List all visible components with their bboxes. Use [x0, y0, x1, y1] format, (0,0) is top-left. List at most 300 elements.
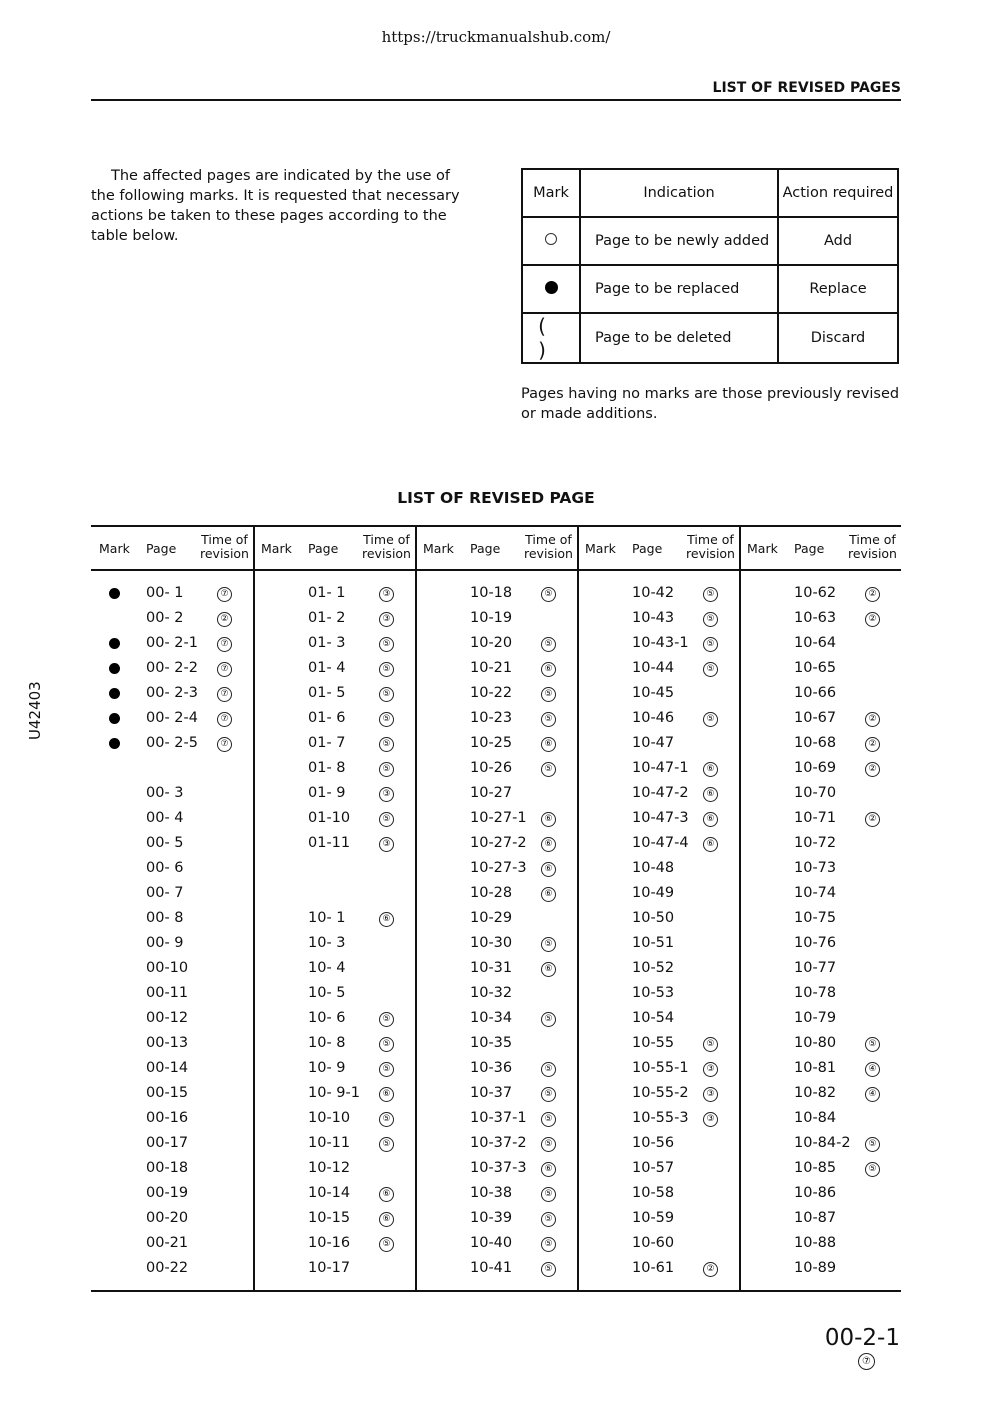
- page-cell: 10-64: [794, 635, 837, 651]
- filled-circle-mark-icon: [109, 588, 120, 599]
- revision-cell: ⑥: [541, 837, 556, 852]
- table-row: [739, 1132, 901, 1157]
- page-cell: 10-21: [470, 660, 513, 676]
- table-row: [253, 982, 415, 1007]
- page-cell: 00- 1: [146, 585, 184, 601]
- revision-cell: ⑤: [379, 687, 394, 702]
- table-row: [739, 607, 901, 632]
- mark-cell: [595, 1213, 606, 1224]
- page-cell: 10- 8: [308, 1035, 346, 1051]
- mark-cell: [757, 1188, 768, 1199]
- page-cell: 01- 6: [308, 710, 346, 726]
- table-row: [91, 757, 253, 782]
- mark-cell: [757, 1063, 768, 1074]
- page-cell: 10-47-4: [632, 835, 689, 851]
- action-cell: Replace: [778, 265, 898, 313]
- mark-cell: [433, 1238, 444, 1249]
- mark-cell: [271, 788, 282, 799]
- revision-cell: ⑥: [703, 837, 718, 852]
- mark-cell: [433, 1013, 444, 1024]
- page-cell: 10-85: [794, 1160, 837, 1176]
- table-row: [91, 1007, 253, 1032]
- page-cell: 00- 3: [146, 785, 184, 801]
- mark-cell: [271, 1238, 282, 1249]
- table-row: [253, 1107, 415, 1132]
- mark-cell: [595, 913, 606, 924]
- mark-cell: [757, 913, 768, 924]
- table-row: [577, 1107, 739, 1132]
- revision-rows: [739, 582, 901, 1282]
- revision-cell: ⑤: [865, 1037, 880, 1052]
- table-row: [415, 1082, 577, 1107]
- page-cell: 10-65: [794, 660, 837, 676]
- mark-cell: [271, 938, 282, 949]
- page-cell: 10-72: [794, 835, 837, 851]
- mark-cell: [757, 1238, 768, 1249]
- mark-cell: [271, 963, 282, 974]
- mark-cell: [757, 863, 768, 874]
- table-row: [253, 907, 415, 932]
- page-cell: 10-47-3: [632, 810, 689, 826]
- revision-cell: [217, 1162, 230, 1175]
- table-row: [253, 657, 415, 682]
- table-row: [253, 1007, 415, 1032]
- table-row: [739, 732, 901, 757]
- page-cell: 10-88: [794, 1235, 837, 1251]
- table-row: [739, 1032, 901, 1057]
- page-cell: 10-25: [470, 735, 513, 751]
- table-row: [577, 707, 739, 732]
- mark-header: Mark: [522, 169, 580, 217]
- mark-cell: [757, 788, 768, 799]
- revision-cell: ⑤: [379, 1037, 394, 1052]
- revision-cell: ③: [703, 1062, 718, 1077]
- revision-cell: ⑤: [541, 637, 556, 652]
- mark-cell: [271, 663, 282, 674]
- page-cell: 00- 2-2: [146, 660, 198, 676]
- time-header-line2: revision: [362, 546, 411, 561]
- revision-cell: [865, 987, 878, 1000]
- mark-cell: [433, 688, 444, 699]
- mark-legend-row: [522, 217, 898, 265]
- page-column-header: Page: [308, 541, 339, 556]
- page-cell: 10-23: [470, 710, 513, 726]
- mark-cell: [595, 1138, 606, 1149]
- revision-cell: [703, 1012, 716, 1025]
- mark-cell: [757, 1163, 768, 1174]
- mark-cell: [433, 613, 444, 624]
- mark-cell: [433, 1063, 444, 1074]
- mark-cell: [433, 1138, 444, 1149]
- table-row: [415, 782, 577, 807]
- revision-cell: ⑤: [541, 712, 556, 727]
- page-cell: 10-37-1: [470, 1110, 527, 1126]
- revision-cell: [865, 837, 878, 850]
- table-row: [415, 1232, 577, 1257]
- revision-cell: [703, 1237, 716, 1250]
- revision-rows: [415, 582, 577, 1282]
- page-cell: 00- 2-1: [146, 635, 198, 651]
- mark-cell: [271, 688, 282, 699]
- revision-cell: ⑤: [703, 637, 718, 652]
- revision-column-group: [253, 527, 417, 1290]
- page-cell: 01- 3: [308, 635, 346, 651]
- mark-cell: [433, 1188, 444, 1199]
- page-cell: 00- 5: [146, 835, 184, 851]
- table-row: [415, 1157, 577, 1182]
- mark-cell: [109, 1163, 120, 1174]
- revision-cell: [703, 887, 716, 900]
- page-cell: 10-45: [632, 685, 675, 701]
- table-row: [739, 982, 901, 1007]
- table-row: [739, 857, 901, 882]
- revision-cell: ⑤: [541, 1212, 556, 1227]
- table-row: [91, 782, 253, 807]
- table-row: [577, 682, 739, 707]
- page-cell: 10-43-1: [632, 635, 689, 651]
- mark-cell: [109, 988, 120, 999]
- revision-cell: ②: [865, 587, 880, 602]
- table-row: [577, 757, 739, 782]
- revision-cell: ⑤: [865, 1162, 880, 1177]
- table-row: [415, 582, 577, 607]
- mark-cell: [595, 788, 606, 799]
- mark-cell: [109, 763, 120, 774]
- revision-cell: [541, 612, 554, 625]
- mark-cell: [595, 1063, 606, 1074]
- mark-cell: [433, 813, 444, 824]
- table-row: [253, 1257, 415, 1282]
- indication-header: Indication: [580, 169, 778, 217]
- revision-cell: [217, 862, 230, 875]
- table-row: [91, 1257, 253, 1282]
- revision-cell: [703, 862, 716, 875]
- mark-cell: [109, 888, 120, 899]
- revision-cell: ③: [703, 1087, 718, 1102]
- page-cell: 10-78: [794, 985, 837, 1001]
- column-header: [577, 527, 739, 571]
- revision-cell: [217, 837, 230, 850]
- page-cell: 10-47: [632, 735, 675, 751]
- mark-cell: [271, 738, 282, 749]
- page-cell: 10-27: [470, 785, 513, 801]
- mark-cell: [109, 1013, 120, 1024]
- mark-cell: [595, 763, 606, 774]
- revision-cell: [217, 1187, 230, 1200]
- page-cell: 00-11: [146, 985, 189, 1001]
- revision-cell: ⑤: [541, 762, 556, 777]
- revision-cell: [379, 1262, 392, 1275]
- page-cell: 10-86: [794, 1185, 837, 1201]
- page-cell: 10-15: [308, 1210, 351, 1226]
- page-cell: 10-50: [632, 910, 675, 926]
- mark-cell: [757, 663, 768, 674]
- source-url[interactable]: https://truckmanualshub.com/: [381, 28, 611, 46]
- revision-cell: ⑤: [379, 1137, 394, 1152]
- table-row: [415, 607, 577, 632]
- table-row: [91, 932, 253, 957]
- mark-cell: [271, 1113, 282, 1124]
- page-cell: 10-27-2: [470, 835, 527, 851]
- table-row: [415, 1032, 577, 1057]
- mark-cell: [433, 1263, 444, 1274]
- page-cell: 10-63: [794, 610, 837, 626]
- table-row: [415, 1107, 577, 1132]
- revision-column-group: [91, 527, 255, 1290]
- table-row: [739, 1257, 901, 1282]
- mark-cell: [757, 1113, 768, 1124]
- revision-cell: ⑤: [703, 662, 718, 677]
- page-cell: 01- 4: [308, 660, 346, 676]
- table-row: [577, 1257, 739, 1282]
- page-column-header: Page: [632, 541, 663, 556]
- time-header-line2: revision: [686, 546, 735, 561]
- table-row: [577, 882, 739, 907]
- page-cell: 10-48: [632, 860, 675, 876]
- page-cell: 00-10: [146, 960, 189, 976]
- page-cell: 10-11: [308, 1135, 351, 1151]
- revision-cell: ③: [379, 837, 394, 852]
- revision-rows: [253, 582, 415, 1282]
- revision-cell: [217, 812, 230, 825]
- table-row: [91, 582, 253, 607]
- revision-cell: [217, 762, 230, 775]
- table-row: [253, 807, 415, 832]
- page-cell: 10-70: [794, 785, 837, 801]
- mark-cell: [271, 1063, 282, 1074]
- mark-cell: [595, 663, 606, 674]
- table-row: [577, 1032, 739, 1057]
- filled-circle-mark-icon: [109, 663, 120, 674]
- table-row: [739, 632, 901, 657]
- page-cell: 10-53: [632, 985, 675, 1001]
- table-row: [91, 1207, 253, 1232]
- revision-cell: ④: [865, 1087, 880, 1102]
- table-row: [415, 732, 577, 757]
- revision-cell: [217, 937, 230, 950]
- mark-cell: [109, 913, 120, 924]
- action-header: Action required: [778, 169, 898, 217]
- table-row: [415, 1207, 577, 1232]
- mark-cell: [595, 838, 606, 849]
- revision-cell: ⑥: [703, 812, 718, 827]
- indication-cell: Page to be deleted: [580, 313, 778, 363]
- table-row: [577, 1007, 739, 1032]
- mark-cell: [757, 688, 768, 699]
- table-row: [415, 1257, 577, 1282]
- page-cell: 00- 2-5: [146, 735, 198, 751]
- revision-cell: ⑦: [217, 662, 232, 677]
- table-row: [577, 782, 739, 807]
- table-row: [739, 1107, 901, 1132]
- revision-cell: [217, 962, 230, 975]
- filled-circle-icon: [545, 281, 558, 294]
- revision-cell: ⑤: [379, 1062, 394, 1077]
- revision-cell: [217, 1037, 230, 1050]
- page-cell: 10-49: [632, 885, 675, 901]
- table-row: [577, 632, 739, 657]
- time-header-line1: Time of: [849, 532, 896, 547]
- revision-cell: [217, 787, 230, 800]
- table-row: [415, 632, 577, 657]
- table-row: [253, 1182, 415, 1207]
- page-cell: 00- 2: [146, 610, 184, 626]
- page-cell: 10-55: [632, 1035, 675, 1051]
- page-cell: 00- 8: [146, 910, 184, 926]
- page-cell: 00-20: [146, 1210, 189, 1226]
- mark-cell: [757, 738, 768, 749]
- page-cell: 10-32: [470, 985, 513, 1001]
- revision-cell: [379, 1162, 392, 1175]
- page-cell: 10-41: [470, 1260, 513, 1276]
- table-row: [415, 957, 577, 982]
- page-cell: 10-69: [794, 760, 837, 776]
- revision-cell: [865, 1012, 878, 1025]
- table-row: [253, 857, 415, 882]
- table-row: [91, 632, 253, 657]
- mark-cell: [595, 738, 606, 749]
- revision-cell: [379, 962, 392, 975]
- revision-cell: ⑤: [703, 712, 718, 727]
- revision-cell: [217, 1137, 230, 1150]
- mark-cell: [757, 1038, 768, 1049]
- page-cell: 10-27-3: [470, 860, 527, 876]
- mark-cell: [433, 663, 444, 674]
- revision-cell: ②: [865, 712, 880, 727]
- page-cell: 10-79: [794, 1010, 837, 1026]
- mark-cell: [271, 863, 282, 874]
- revision-cell: [379, 937, 392, 950]
- table-row: [577, 582, 739, 607]
- mark-cell: [433, 938, 444, 949]
- mark-cell: [109, 1038, 120, 1049]
- revision-cell: [865, 962, 878, 975]
- mark-cell: [595, 688, 606, 699]
- mark-cell: [271, 888, 282, 899]
- table-row: [415, 707, 577, 732]
- table-row: [253, 957, 415, 982]
- mark-cell: [595, 1263, 606, 1274]
- page-cell: 10- 6: [308, 1010, 346, 1026]
- revision-cell: [703, 937, 716, 950]
- mark-cell: [595, 988, 606, 999]
- mark-cell: [433, 588, 444, 599]
- page-number: 00-2-1: [824, 1325, 900, 1351]
- page-cell: 10-60: [632, 1235, 675, 1251]
- table-row: [253, 732, 415, 757]
- page-cell: 10-22: [470, 685, 513, 701]
- mark-cell: [522, 313, 580, 363]
- page-cell: 00-15: [146, 1085, 189, 1101]
- revision-cell: ⑤: [703, 587, 718, 602]
- table-row: [253, 1157, 415, 1182]
- table-row: [253, 782, 415, 807]
- table-row: [91, 1082, 253, 1107]
- time-header-line1: Time of: [687, 532, 734, 547]
- mark-cell: [433, 1163, 444, 1174]
- mark-cell: [109, 1063, 120, 1074]
- revision-cell: ⑥: [379, 912, 394, 927]
- page-cell: 01- 2: [308, 610, 346, 626]
- mark-cell: [757, 1088, 768, 1099]
- page-cell: 10- 5: [308, 985, 346, 1001]
- mark-cell: [433, 1113, 444, 1124]
- revision-cell: [703, 687, 716, 700]
- revision-cell: ⑥: [379, 1212, 394, 1227]
- table-row: [415, 657, 577, 682]
- revision-cell: [865, 912, 878, 925]
- page-cell: 00- 2-4: [146, 710, 198, 726]
- revision-cell: ⑤: [703, 1037, 718, 1052]
- page-cell: 10-71: [794, 810, 837, 826]
- mark-cell: [271, 988, 282, 999]
- table-row: [577, 1082, 739, 1107]
- mark-cell: [271, 1213, 282, 1224]
- mark-cell: [757, 888, 768, 899]
- table-row: [415, 1132, 577, 1157]
- table-row: [253, 582, 415, 607]
- page-cell: 00-18: [146, 1160, 189, 1176]
- table-row: [91, 657, 253, 682]
- mark-cell: [109, 1238, 120, 1249]
- time-header-line2: revision: [524, 546, 573, 561]
- page-cell: 10-10: [308, 1110, 351, 1126]
- column-header: [253, 527, 415, 571]
- page-cell: 00-12: [146, 1010, 189, 1026]
- revision-cell: ④: [865, 1062, 880, 1077]
- page-cell: 10-62: [794, 585, 837, 601]
- table-row: [415, 832, 577, 857]
- table-row: [253, 682, 415, 707]
- mark-cell: [271, 1088, 282, 1099]
- mark-cell: [433, 988, 444, 999]
- mark-cell: [433, 638, 444, 649]
- table-row: [91, 607, 253, 632]
- table-row: [739, 1057, 901, 1082]
- mark-cell: [271, 1163, 282, 1174]
- revision-cell: ②: [703, 1262, 718, 1277]
- mark-cell: [757, 763, 768, 774]
- table-row: [253, 607, 415, 632]
- page-revision-mark: ⑦: [858, 1353, 875, 1370]
- revision-cell: ⑥: [379, 1187, 394, 1202]
- revision-cell: ⑥: [541, 862, 556, 877]
- table-row: [253, 1032, 415, 1057]
- mark-cell: [595, 863, 606, 874]
- revision-cell: [865, 1112, 878, 1125]
- revision-cell: [865, 1262, 878, 1275]
- table-row: [91, 707, 253, 732]
- table-row: [415, 932, 577, 957]
- table-row: [415, 982, 577, 1007]
- page-cell: 10-12: [308, 1160, 351, 1176]
- page-cell: 10-51: [632, 935, 675, 951]
- mark-column-header: Mark: [99, 541, 130, 556]
- page-cell: 10-43: [632, 610, 675, 626]
- mark-cell: [433, 763, 444, 774]
- table-row: [415, 882, 577, 907]
- page-cell: 10-31: [470, 960, 513, 976]
- page-cell: 10-47-2: [632, 785, 689, 801]
- revision-cell: ⑤: [379, 1237, 394, 1252]
- revision-cell: ⑦: [217, 687, 232, 702]
- column-header: [415, 527, 577, 571]
- table-row: [91, 957, 253, 982]
- revision-cell: ⑤: [541, 687, 556, 702]
- revision-cell: ⑥: [703, 787, 718, 802]
- revision-cell: ⑤: [379, 762, 394, 777]
- revision-cell: ⑦: [217, 587, 232, 602]
